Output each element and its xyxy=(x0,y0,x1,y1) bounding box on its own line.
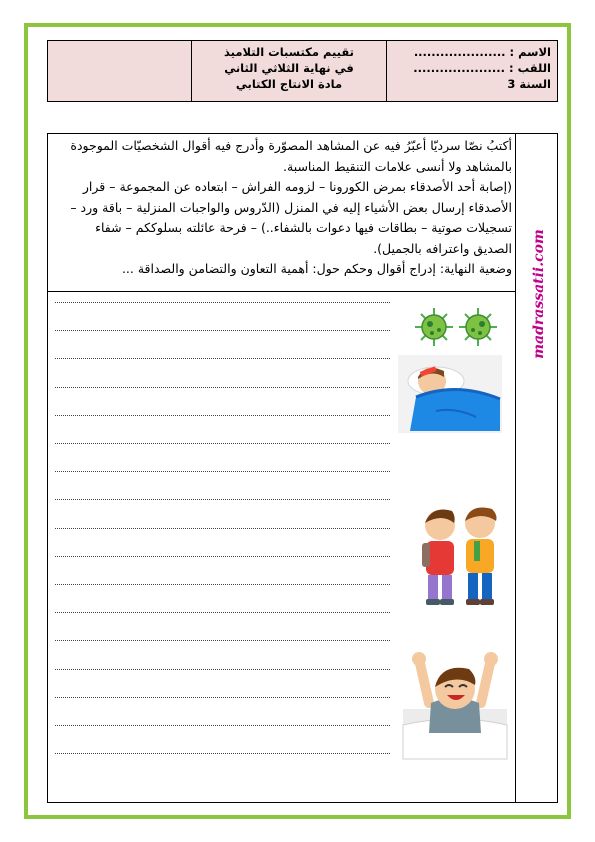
coronavirus-icon xyxy=(412,305,502,349)
writing-line[interactable] xyxy=(55,584,390,585)
writing-line[interactable] xyxy=(55,697,390,698)
writing-line[interactable] xyxy=(55,612,390,613)
title-line-3: مادة الانتاج الكتابي xyxy=(235,77,343,91)
name-field: الاسم : ..................... xyxy=(413,45,551,59)
column-divider xyxy=(515,134,516,802)
writing-line[interactable] xyxy=(55,528,390,529)
header-blank-cell xyxy=(48,41,191,101)
writing-line[interactable] xyxy=(55,556,390,557)
writing-line[interactable] xyxy=(55,387,390,388)
exercise-box xyxy=(47,133,558,803)
exam-title xyxy=(191,41,387,101)
writing-line[interactable] xyxy=(55,330,390,331)
instructions xyxy=(54,136,512,280)
student-info xyxy=(387,41,557,101)
two-boys-image xyxy=(410,499,510,609)
writing-line[interactable] xyxy=(55,669,390,670)
writing-line[interactable] xyxy=(55,725,390,726)
instruction-events: (إصابة أحد الأصدقاء بمرض الكورونا – لزومه الفراش – ابتعاده عن المجموعة – قرار الأصدقاء إرسال بعض الأشياء إليه في المنزل (الدّروس والواجبات المنزلية – باقة ورد – تسجيلات صوتية – بطاقات فيها دعوات بالشفاء..) – فرحة عائلته بسلوككم – شفاء الصديق واعترافه بالجميل). xyxy=(70,179,512,256)
header-table xyxy=(47,40,558,102)
instruction-task: أكتبُ نصّا سرديّا أعبّرُ فيه عن المشاهد المصوّرة وأدرج فيه أقوال الشخصيّات الموجودة بالمشاهد ولا أنسى علامات التنقيط المناسبة. xyxy=(70,138,512,174)
writing-line[interactable] xyxy=(55,499,390,500)
sick-boy-image xyxy=(396,351,506,437)
writing-line[interactable] xyxy=(55,302,390,303)
instruction-ending: وضعية النهاية: إدراج أقوال وحكم حول: أهمية التعاون والتضامن والصداقة ... xyxy=(121,261,512,276)
writing-line[interactable] xyxy=(55,358,390,359)
site-watermark: madrassatii.com xyxy=(531,229,547,359)
surname-field: اللقب : ..................... xyxy=(413,61,551,75)
title-line-2: في نهاية الثلاثي الثاني xyxy=(224,61,354,75)
recovered-boy-image xyxy=(401,649,509,761)
title-line-1: تقييم مكتسبات التلاميذ xyxy=(224,45,354,59)
instructions-separator xyxy=(48,291,515,292)
writing-line[interactable] xyxy=(55,415,390,416)
writing-line[interactable] xyxy=(55,443,390,444)
writing-line[interactable] xyxy=(55,753,390,754)
writing-line[interactable] xyxy=(55,471,390,472)
watermark-column xyxy=(520,144,558,444)
writing-line[interactable] xyxy=(55,640,390,641)
year-field: السنة 3 xyxy=(507,77,551,91)
